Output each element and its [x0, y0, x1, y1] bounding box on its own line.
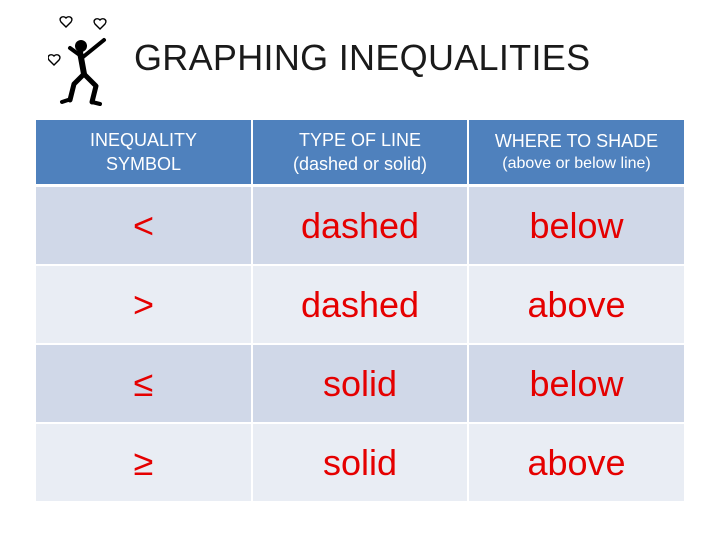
header-where-to-shade	[468, 120, 684, 186]
header-line: WHERE TO SHADE	[494, 131, 659, 152]
shade-cell: below	[468, 186, 684, 266]
shade-cell: above	[468, 265, 684, 344]
table-row	[36, 265, 684, 344]
shade-cell: below	[468, 344, 684, 423]
symbol-cell: ≤	[36, 344, 252, 423]
header-line: TYPE OF LINE	[298, 129, 422, 150]
header-subline: SYMBOL	[105, 154, 182, 174]
line-type-cell: solid	[252, 344, 468, 423]
symbol-cell: <	[36, 186, 252, 266]
table-row	[36, 186, 684, 266]
stick-figure-juggling-hearts-icon	[48, 14, 116, 108]
line-type-cell: dashed	[252, 265, 468, 344]
symbol-cell: >	[36, 265, 252, 344]
symbol-cell: ≥	[36, 423, 252, 502]
header-line: INEQUALITY	[89, 129, 198, 150]
header-inequality-symbol	[36, 120, 252, 186]
table-row	[36, 344, 684, 423]
page-title: GRAPHING INEQUALITIES	[134, 37, 591, 78]
header-subline: (dashed or solid)	[292, 154, 428, 174]
inequality-table	[36, 120, 684, 503]
table-header-row	[36, 120, 684, 186]
line-type-cell: solid	[252, 423, 468, 502]
header-subline: (above or below line)	[502, 155, 651, 173]
table-row	[36, 423, 684, 502]
line-type-cell: dashed	[252, 186, 468, 266]
shade-cell: above	[468, 423, 684, 502]
header-type-of-line	[252, 120, 468, 186]
